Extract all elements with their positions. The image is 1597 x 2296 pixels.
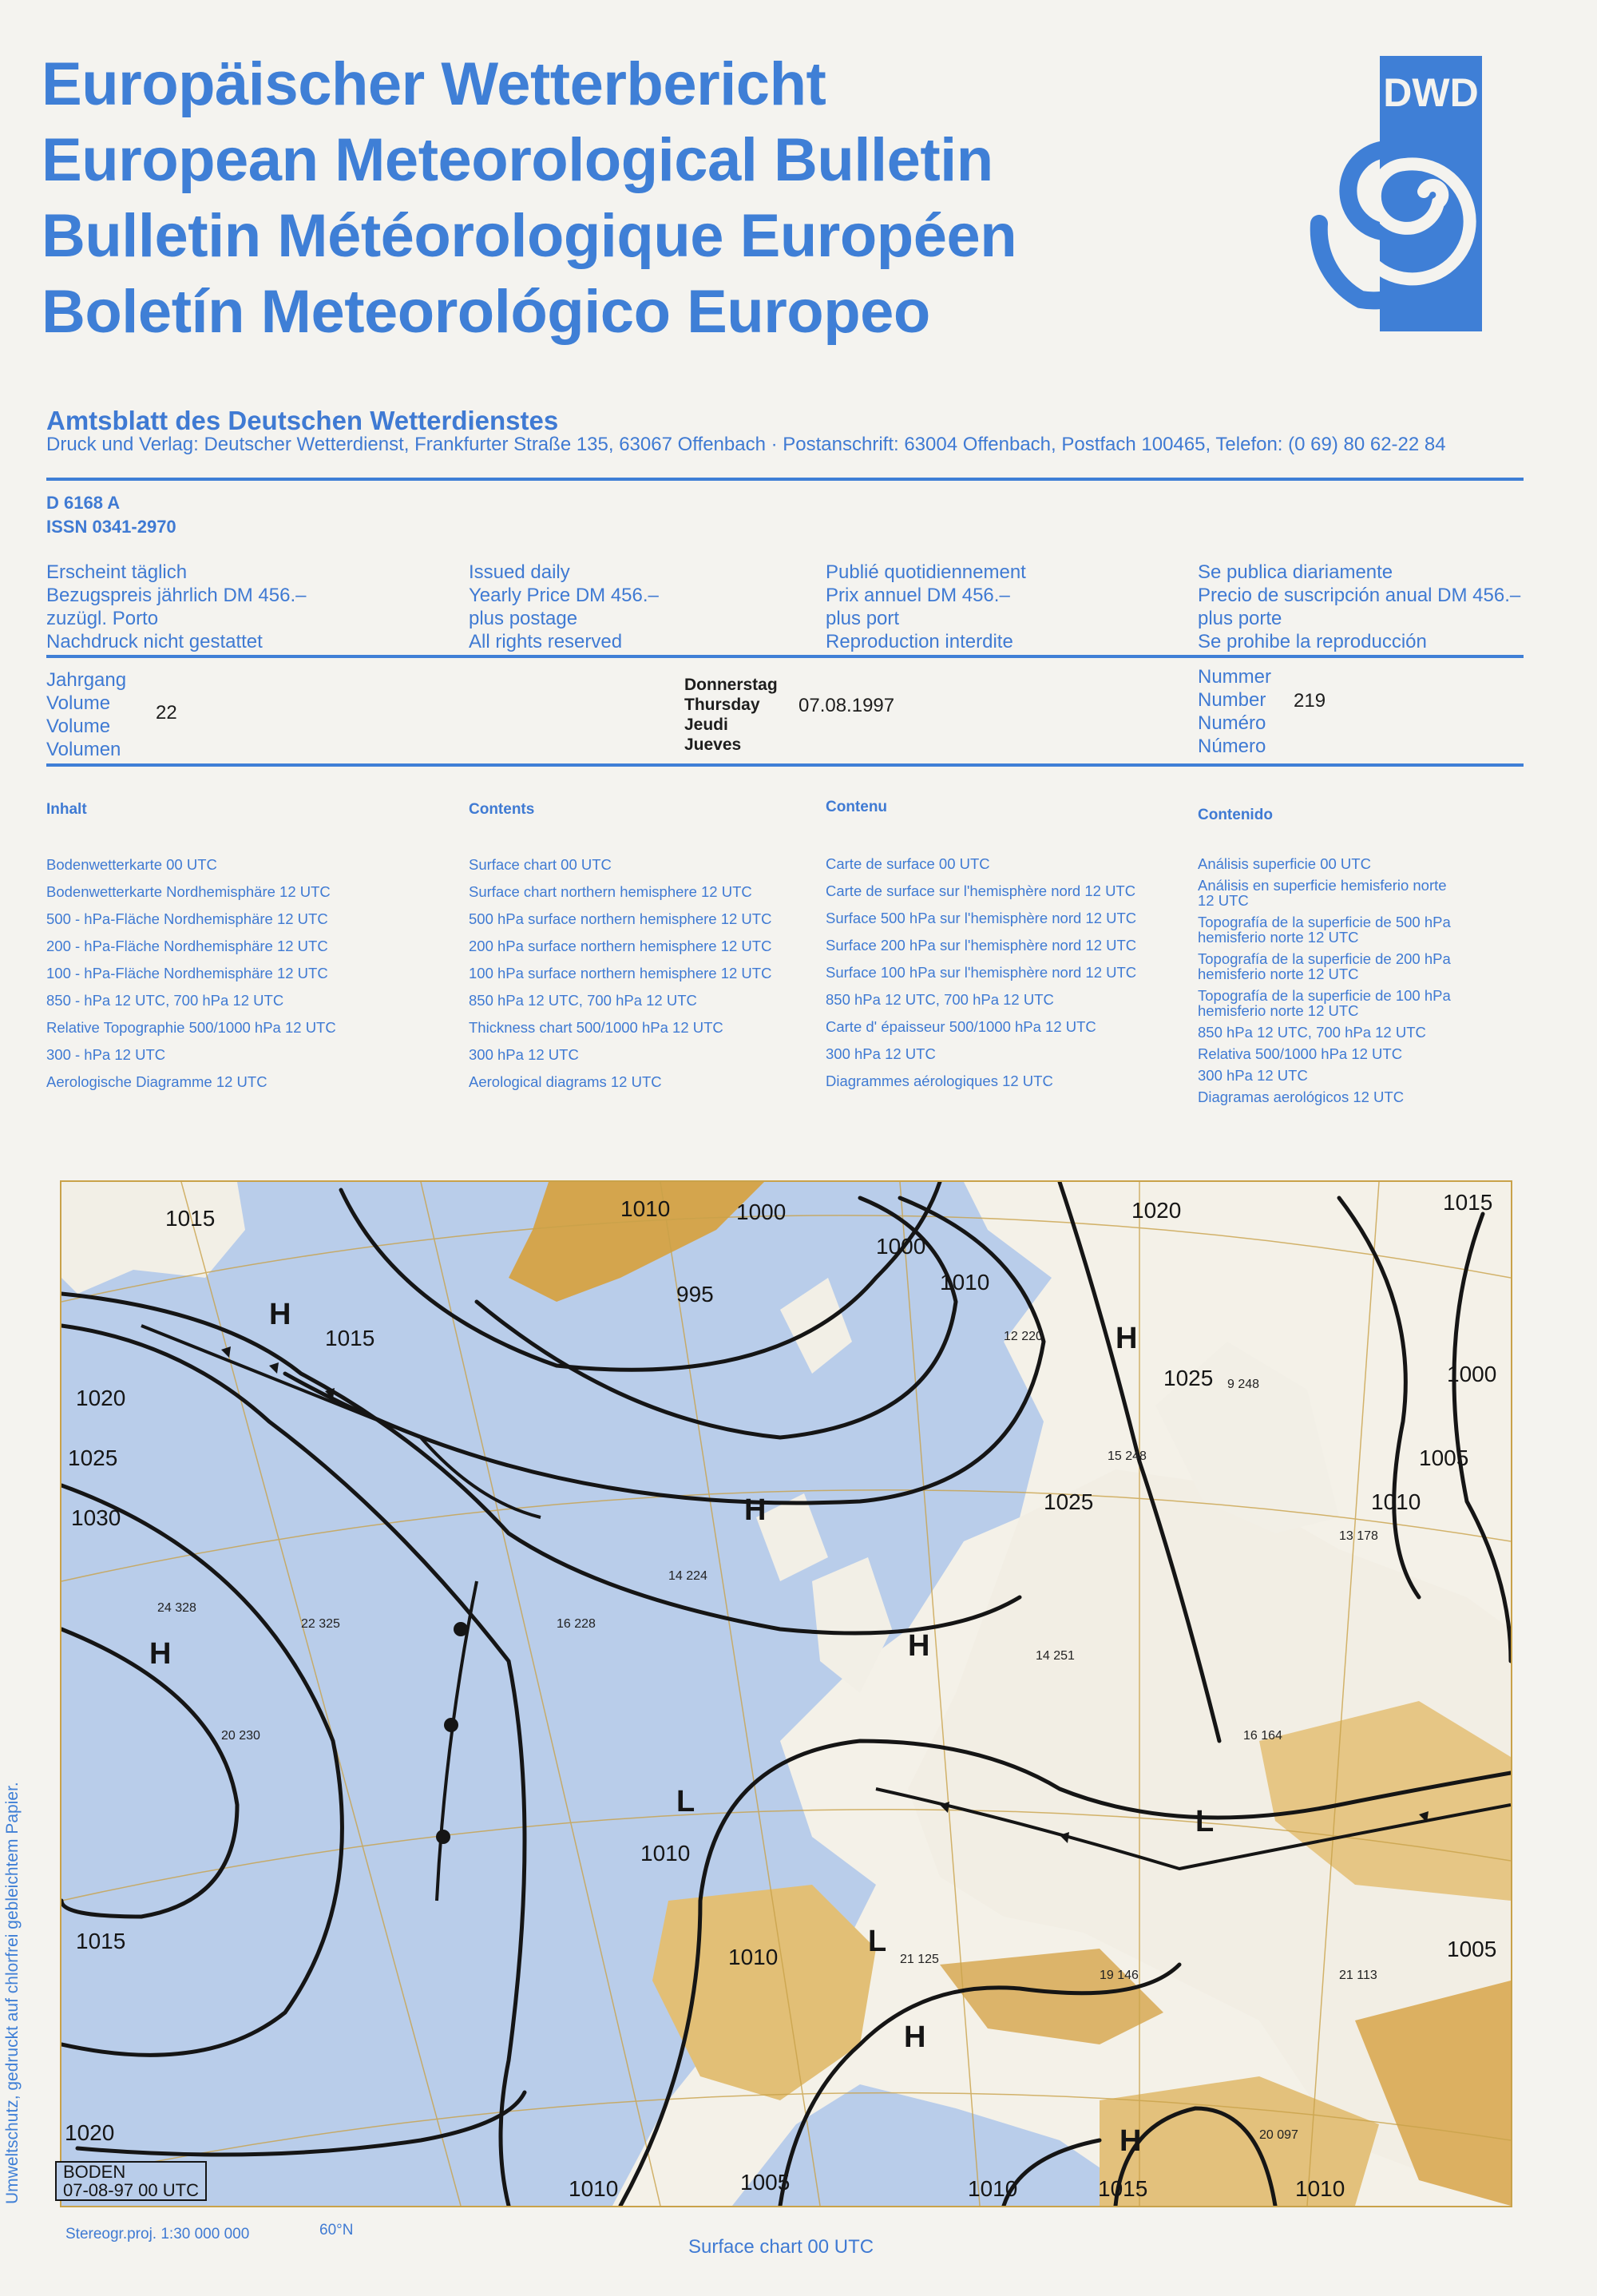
isobar-label: 1000	[736, 1200, 787, 1224]
volume-label: Volume	[46, 716, 111, 737]
volume-label: Volumen	[46, 739, 121, 760]
isobar-label: 995	[676, 1282, 714, 1307]
high-pressure-label: H	[904, 2020, 926, 2054]
contents-item: Diagramas aerológicos 12 UTC	[1198, 1089, 1405, 1105]
low-pressure-label: L	[676, 1785, 695, 1818]
info-line: zuzügl. Porto	[46, 608, 159, 629]
contents-item: 200 - hPa-Fläche Nordhemisphäre 12 UTC	[46, 938, 328, 954]
isobar-label: 1030	[71, 1505, 121, 1530]
station-reading: 9 248	[1227, 1378, 1260, 1391]
isobar-label: 1010	[940, 1270, 990, 1295]
divider	[46, 763, 1524, 767]
station-reading: 16 228	[557, 1617, 596, 1631]
contents-item: 300 hPa 12 UTC	[469, 1046, 579, 1063]
station-reading: 24 328	[157, 1601, 196, 1615]
contents-item: Topografía de la superficie de 500 hPa hemisferio norte 12 UTC	[1198, 914, 1451, 946]
title-spanish: Boletín Meteorológico Europeo	[42, 278, 930, 346]
info-column-de	[46, 561, 307, 653]
volume-value: 22	[156, 702, 177, 724]
info-line: plus porte	[1198, 608, 1282, 629]
weekday-label: Jueves	[684, 736, 742, 754]
pressure-centers	[61, 1182, 1511, 2206]
high-pressure-label: H	[908, 1629, 930, 1663]
contents-item: Surface 100 hPa sur l'hemisphère nord 12 UTC	[826, 964, 1137, 981]
number-label: Number	[1198, 689, 1266, 711]
high-pressure-label: H	[269, 1298, 291, 1331]
info-line: Se prohibe la reproducción	[1198, 631, 1427, 652]
info-line: plus postage	[469, 608, 578, 629]
divider	[46, 655, 1524, 658]
isobar-label: 1010	[968, 2176, 1018, 2201]
divider	[46, 478, 1524, 481]
contents-es	[1198, 807, 1461, 1111]
id-block	[46, 491, 176, 539]
station-reading: 20 097	[1259, 2128, 1298, 2142]
isobar-label: 1015	[165, 1206, 216, 1231]
stamp-datetime: 07-08-97 00 UTC	[63, 2180, 199, 2200]
contents-item: 500 - hPa-Fläche Nordhemisphäre 12 UTC	[46, 910, 328, 927]
isobar-label: 1010	[1371, 1489, 1421, 1514]
projection-note: Stereogr.proj. 1:30 000 000	[65, 2226, 250, 2242]
issn: ISSN 0341-2970	[46, 517, 176, 537]
contents-item: 850 - hPa 12 UTC, 700 hPa 12 UTC	[46, 992, 284, 1009]
contents-item: Bodenwetterkarte 00 UTC	[46, 856, 217, 873]
contents-item: Análisis superficie 00 UTC	[1198, 855, 1371, 872]
contents-item: 100 hPa surface northern hemisphere 12 UTC	[469, 965, 772, 981]
info-line: Yearly Price DM 456.–	[469, 585, 659, 606]
d-number: D 6168 A	[46, 493, 121, 513]
contents-item: Surface chart northern hemisphere 12 UTC	[469, 883, 752, 900]
contents-item: 300 hPa 12 UTC	[826, 1045, 936, 1062]
info-column-es	[1198, 561, 1520, 653]
low-pressure-label: L	[1195, 1805, 1215, 1838]
contents-item: Surface chart 00 UTC	[469, 856, 612, 873]
contents-item: Topografía de la superficie de 100 hPa hemisferio norte 12 UTC	[1198, 987, 1451, 1019]
contents-item: Surface 200 hPa sur l'hemisphère nord 12 UTC	[826, 937, 1137, 954]
svg-text:DWD: DWD	[1383, 70, 1479, 115]
weekday-label: Thursday	[684, 696, 760, 714]
isobar-label: 1005	[1447, 1937, 1497, 1961]
contents-item: 850 hPa 12 UTC, 700 hPa 12 UTC	[826, 991, 1054, 1008]
info-line: Issued daily	[469, 561, 570, 583]
high-pressure-label: H	[1119, 2124, 1142, 2158]
isobar-label: 1025	[68, 1445, 118, 1470]
info-line: Nachdruck nicht gestattet	[46, 631, 263, 652]
contents-item: Relative Topographie 500/1000 hPa 12 UTC	[46, 1019, 336, 1036]
isobar-label: 1000	[876, 1234, 926, 1259]
number-value: 219	[1294, 690, 1326, 712]
low-pressure-label: L	[868, 1925, 887, 1958]
isobar-label: 1000	[1447, 1362, 1497, 1386]
weekday-label: Donnerstag	[684, 676, 778, 694]
station-reading: 15 248	[1108, 1449, 1147, 1463]
station-reading: 21 113	[1339, 1969, 1377, 1982]
number-label: Número	[1198, 736, 1266, 757]
isobar-label: 1010	[569, 2176, 619, 2201]
contents-en	[469, 801, 771, 1101]
info-column-en	[469, 561, 659, 653]
contents-heading: Contents	[469, 801, 535, 818]
contents-item: Carte de surface sur l'hemisphère nord 12 UTC	[826, 882, 1136, 899]
title-german: Europäischer Wetterbericht	[42, 50, 826, 118]
isobar-label: 1015	[1443, 1190, 1493, 1215]
contents-item: 850 hPa 12 UTC, 700 hPa 12 UTC	[1198, 1024, 1426, 1041]
station-reading: 16 164	[1243, 1729, 1282, 1743]
isobar-label: 1015	[76, 1929, 126, 1953]
isobar-label: 1005	[740, 2170, 791, 2195]
station-reading: 14 224	[668, 1569, 707, 1583]
contents-item: Thickness chart 500/1000 hPa 12 UTC	[469, 1019, 723, 1036]
contents-item: 850 hPa 12 UTC, 700 hPa 12 UTC	[469, 992, 697, 1009]
contents-item: Carte de surface 00 UTC	[826, 855, 990, 872]
isobar-label: 1010	[640, 1841, 691, 1866]
isobar-label: 1020	[65, 2120, 115, 2145]
issue-date: 07.08.1997	[798, 695, 895, 716]
contents-item: 100 - hPa-Fläche Nordhemisphäre 12 UTC	[46, 965, 328, 981]
station-reading: 19 146	[1100, 1969, 1139, 1982]
contents-item: Carte d' épaisseur 500/1000 hPa 12 UTC	[826, 1018, 1096, 1035]
publisher-address: Druck und Verlag: Deutscher Wetterdienst, Frankfurter Straße 135, 63067 Offenbach · Postanschrift: 63004 Offenbach, Postfach 100465, Telefon: (0 69) 80 62-22 84	[46, 434, 1446, 455]
side-note: Umweltschutz, gedruckt auf chlorfrei gebleichtem Papier.	[3, 1782, 22, 2204]
weekday-labels	[684, 675, 778, 755]
isobar-label: 1025	[1163, 1366, 1214, 1390]
weekday-label: Jeudi	[684, 716, 728, 734]
chart-stamp	[55, 2161, 207, 2201]
contents-de	[46, 801, 336, 1101]
surface-chart-map	[60, 1180, 1512, 2207]
volume-label: Volume	[46, 692, 111, 714]
contents-item: Diagrammes aérologiques 12 UTC	[826, 1073, 1053, 1089]
contents-item: Surface 500 hPa sur l'hemisphère nord 12 UTC	[826, 910, 1137, 926]
info-line: Precio de suscripción anual DM 456.–	[1198, 585, 1521, 606]
info-line: Bezugspreis jährlich DM 456.–	[46, 585, 307, 606]
contents-heading: Inhalt	[46, 801, 87, 818]
contents-item: Topografía de la superficie de 200 hPa hemisferio norte 12 UTC	[1198, 950, 1451, 982]
isobar-label: 1015	[325, 1326, 375, 1350]
isobar-label: 1025	[1044, 1489, 1094, 1514]
number-label: Nummer	[1198, 666, 1272, 688]
contents-item: Aerologische Diagramme 12 UTC	[46, 1073, 267, 1090]
info-line: Publié quotidiennement	[826, 561, 1026, 583]
station-reading: 21 125	[900, 1953, 939, 1966]
info-line: plus port	[826, 608, 900, 629]
number-label: Numéro	[1198, 712, 1266, 734]
number-labels	[1198, 665, 1271, 758]
isobar-label: 1010	[620, 1196, 671, 1221]
contents-heading: Contenido	[1198, 807, 1273, 823]
station-reading: 12 220	[1004, 1330, 1043, 1343]
chart-caption: Surface chart 00 UTC	[688, 2236, 874, 2258]
contents-item: 500 hPa surface northern hemisphere 12 UTC	[469, 910, 772, 927]
isobar-label: 1005	[1419, 1445, 1469, 1470]
isobar-label: 1020	[1131, 1198, 1182, 1223]
high-pressure-label: H	[1116, 1322, 1138, 1355]
contents-item: 300 hPa 12 UTC	[1198, 1067, 1308, 1084]
info-line: Erscheint täglich	[46, 561, 188, 583]
title-french: Bulletin Météorologique Européen	[42, 202, 1017, 270]
station-reading: 20 230	[221, 1729, 260, 1743]
info-line: Prix annuel DM 456.–	[826, 585, 1010, 606]
dwd-logo	[1298, 52, 1521, 335]
title-english: European Meteorological Bulletin	[42, 126, 993, 194]
high-pressure-label: H	[149, 1637, 172, 1671]
latitude-note: 60°N	[319, 2222, 354, 2239]
contents-item: Relativa 500/1000 hPa 12 UTC	[1198, 1045, 1403, 1062]
isobar-label: 1020	[76, 1386, 126, 1410]
volume-labels	[46, 668, 126, 761]
contents-heading: Contenu	[826, 799, 888, 815]
info-column-fr	[826, 561, 1026, 653]
volume-label: Jahrgang	[46, 669, 127, 691]
high-pressure-label: H	[744, 1493, 767, 1527]
contents-item: Bodenwetterkarte Nordhemisphäre 12 UTC	[46, 883, 331, 900]
isobar-label: 1010	[1295, 2176, 1345, 2201]
contents-item: 200 hPa surface northern hemisphere 12 UTC	[469, 938, 772, 954]
info-line: Se publica diariamente	[1198, 561, 1393, 583]
contents-item: Análisis en superficie hemisferio norte 12 UTC	[1198, 877, 1447, 909]
station-reading: 14 251	[1036, 1649, 1075, 1663]
contents-item: Aerological diagrams 12 UTC	[469, 1073, 662, 1090]
info-line: All rights reserved	[469, 631, 623, 652]
station-reading: 22 325	[301, 1617, 340, 1631]
stamp-station: BODEN	[63, 2162, 126, 2182]
info-line: Reproduction interdite	[826, 631, 1013, 652]
publisher-heading: Amtsblatt des Deutschen Wetterdienstes	[46, 406, 559, 435]
station-reading: 13 178	[1339, 1529, 1378, 1543]
isobar-label: 1015	[1098, 2176, 1148, 2201]
contents-item: 300 - hPa 12 UTC	[46, 1046, 166, 1063]
contents-fr	[826, 799, 1136, 1100]
isobar-label: 1010	[728, 1945, 779, 1969]
